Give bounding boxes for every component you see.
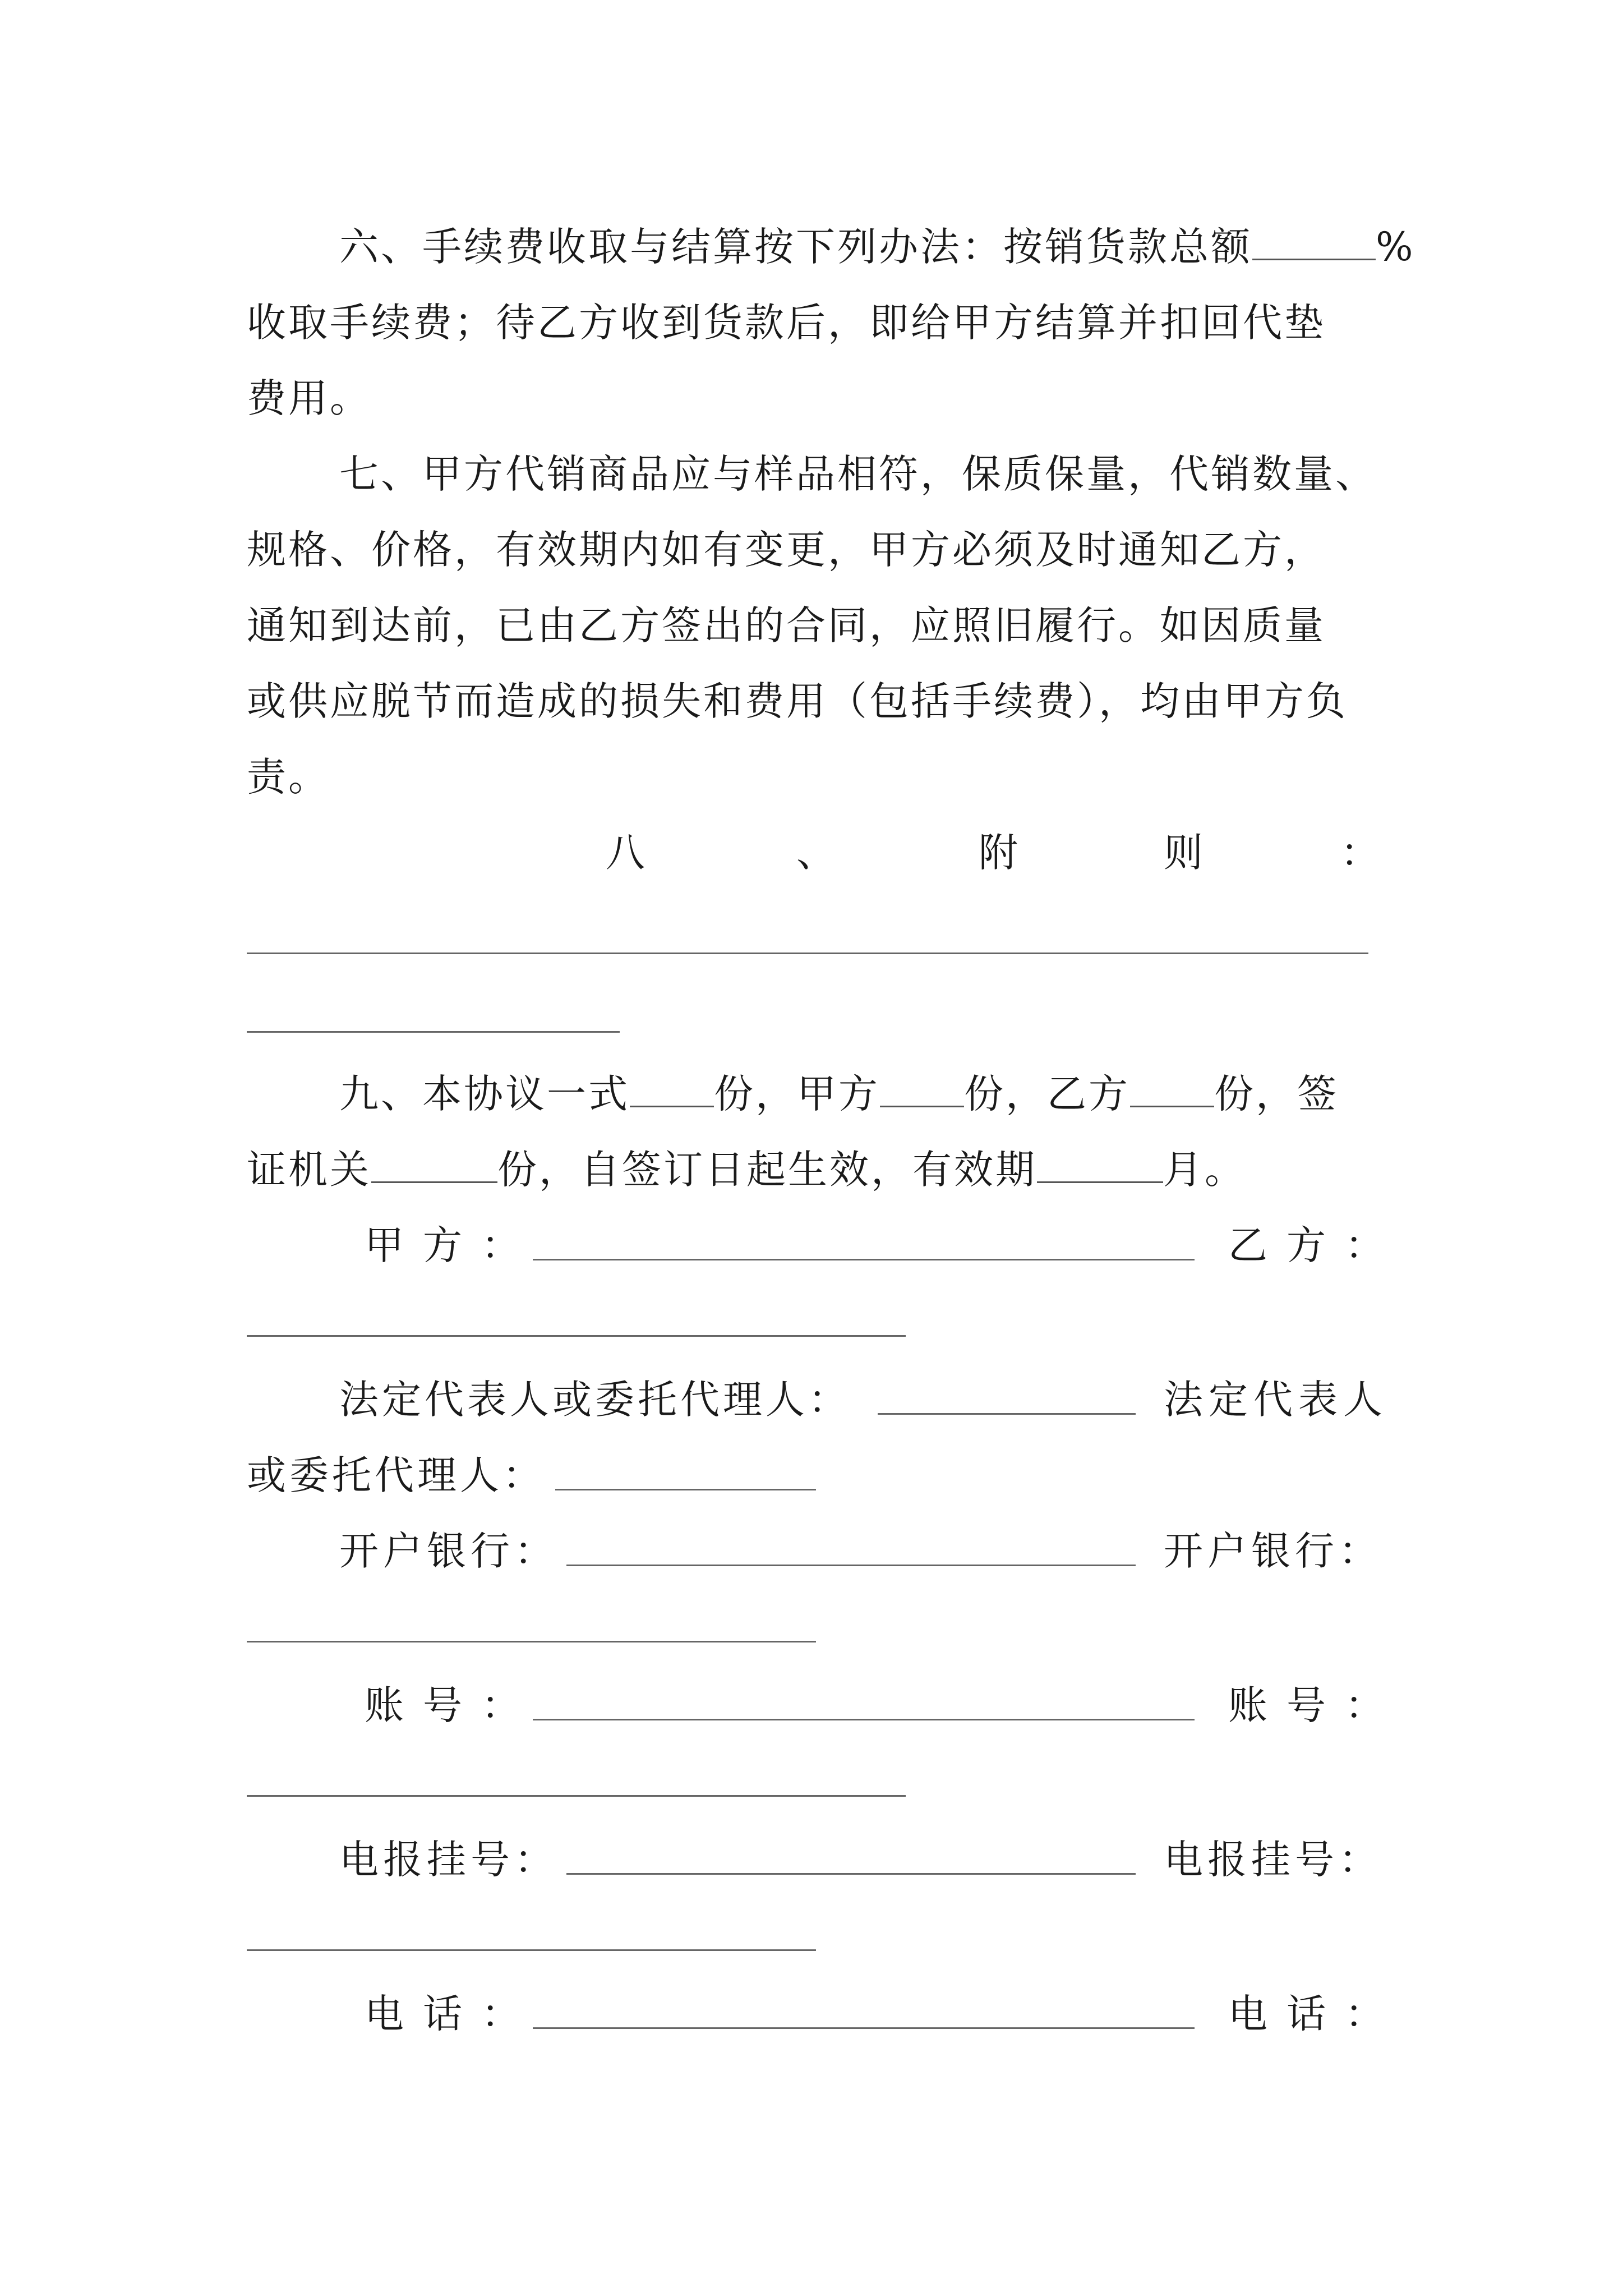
party-b-label: 乙方： xyxy=(1228,1222,1403,1268)
clause-8-char-3: 附 xyxy=(979,830,1018,876)
party-a-label: 甲方： xyxy=(365,1222,540,1268)
bank-a-label: 开户银行： xyxy=(339,1528,558,1574)
clause-8-char-1: 八 xyxy=(606,830,645,876)
clause-8-blank-line-1 xyxy=(247,953,1368,954)
clause-9-text-2: 份，甲方 xyxy=(714,1071,880,1117)
percent-sign: % xyxy=(1376,224,1415,270)
clause-9-text-5: 证机关 xyxy=(247,1147,371,1193)
telegraph-b-field[interactable] xyxy=(247,1949,816,1951)
account-a-label: 账号： xyxy=(365,1682,540,1728)
clause-6-line-2: 收取手续费；待乙方收到货款后，即给甲方结算并扣回代垫 xyxy=(247,300,1326,346)
telegraph-b-label: 电报挂号： xyxy=(1164,1837,1382,1883)
rep-b-label-1: 法定代表人 xyxy=(1164,1377,1388,1423)
phone-b-label: 电话： xyxy=(1228,1991,1403,2037)
bank-a-field[interactable] xyxy=(566,1565,1136,1566)
phone-a-label: 电话： xyxy=(365,1991,540,2037)
clause-9-line-2 xyxy=(247,1142,1396,1198)
copies-party-b-blank xyxy=(1130,1071,1214,1107)
telegraph-a-field[interactable] xyxy=(566,1873,1136,1875)
bank-b-label: 开户银行： xyxy=(1164,1528,1382,1574)
bank-b-field[interactable] xyxy=(247,1641,816,1642)
account-a-field[interactable] xyxy=(533,1719,1195,1720)
clause-7-line-1: 七、甲方代销商品应与样品相符，保质保量，代销数量、 xyxy=(339,451,1377,497)
party-b-field[interactable] xyxy=(247,1335,906,1337)
clause-9-line-1 xyxy=(339,1066,1489,1122)
copies-total-blank xyxy=(630,1071,714,1107)
clause-6-line-3: 费用。 xyxy=(247,375,371,421)
rep-a-field[interactable] xyxy=(878,1413,1136,1415)
clause-8-char-2: 、 xyxy=(796,830,836,876)
rep-b-label-2: 或委托代理人： xyxy=(247,1452,545,1498)
clause-6-text: 六、手续费收取与结算按下列办法：按销货款总额 xyxy=(339,224,1252,270)
phone-a-field[interactable] xyxy=(533,2027,1195,2029)
party-a-field[interactable] xyxy=(533,1259,1195,1260)
clause-9-text-6: 份，自签订日起生效，有效期 xyxy=(497,1147,1037,1193)
clause-9-text-7: 月。 xyxy=(1163,1147,1246,1193)
clause-8-char-4: 则 xyxy=(1164,830,1203,876)
validity-months-blank xyxy=(1037,1147,1163,1183)
copies-authority-blank xyxy=(371,1147,497,1183)
clause-7-line-4: 或供应脱节而造成的损失和费用（包括手续费），均由甲方负 xyxy=(247,678,1348,724)
clause-9-text-4: 份，签 xyxy=(1214,1071,1339,1117)
clause-7-line-2: 规格、价格，有效期内如有变更，甲方必须及时通知乙方， xyxy=(247,527,1326,573)
copies-party-a-blank xyxy=(880,1071,964,1107)
rep-a-label: 法定代表人或委托代理人： xyxy=(339,1377,851,1423)
clause-7-line-5: 责。 xyxy=(247,754,330,800)
clause-9-text-1: 九、本协议一式 xyxy=(339,1071,630,1117)
account-b-field[interactable] xyxy=(247,1795,906,1797)
rep-b-field[interactable] xyxy=(555,1489,816,1490)
clause-9-text-3: 份，乙方 xyxy=(964,1071,1130,1117)
clause-7-line-3: 通知到达前，已由乙方签出的合同，应照旧履行。如因质量 xyxy=(247,602,1326,648)
telegraph-a-label: 电报挂号： xyxy=(339,1837,558,1883)
account-b-label: 账号： xyxy=(1228,1682,1403,1728)
fee-percent-blank xyxy=(1252,224,1376,260)
clause-6-line-1 xyxy=(339,219,1489,275)
clause-8-char-5: ： xyxy=(1340,830,1380,876)
clause-8-blank-line-2 xyxy=(247,1031,620,1033)
